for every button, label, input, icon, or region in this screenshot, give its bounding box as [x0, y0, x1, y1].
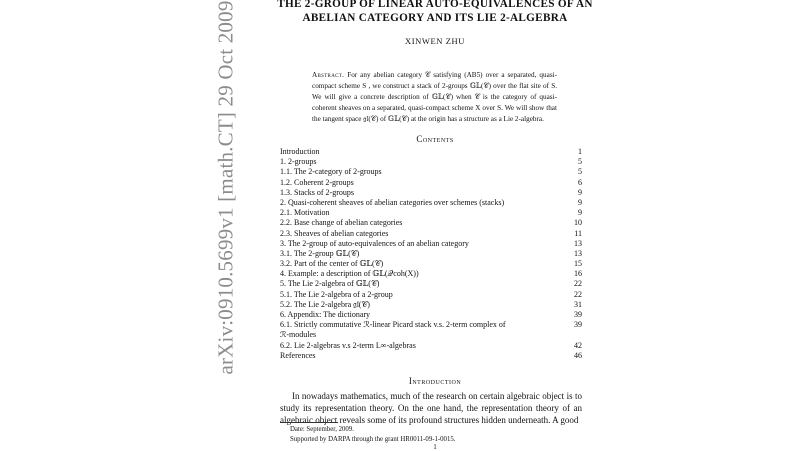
toc-entry[interactable] — [280, 290, 582, 300]
toc-entry-page: 22 — [574, 279, 582, 289]
toc-entry-page: 6 — [578, 177, 582, 187]
toc-entry[interactable] — [280, 341, 582, 351]
toc-entry-page: 10 — [574, 218, 582, 228]
toc-entry-page: 9 — [578, 208, 582, 218]
toc-entry-page: 15 — [574, 259, 582, 269]
toc-entry[interactable] — [280, 157, 582, 167]
toc-entry-label: References — [280, 350, 316, 360]
toc-entry-label: 5. The Lie 2-algebra of 𝔾𝕃(𝒞) — [280, 279, 380, 289]
toc-entry-page: 31 — [574, 299, 582, 309]
toc-entry-page: 13 — [574, 248, 582, 258]
toc-entry-page: 42 — [574, 340, 582, 350]
toc-entry[interactable] — [280, 269, 582, 279]
toc-entry-label: 5.1. The Lie 2-algebra of a 2-group — [280, 289, 393, 299]
toc-entry-label: 3.2. Part of the center of 𝔾𝕃(𝒞) — [280, 259, 384, 269]
toc-entry-page: 16 — [574, 269, 582, 279]
toc-entry[interactable] — [280, 178, 582, 188]
table-of-contents — [280, 147, 582, 361]
toc-entry-label: 3. The 2-group of auto-equivalences of an abelian category — [280, 238, 469, 248]
toc-entry[interactable] — [280, 249, 582, 259]
toc-entry[interactable] — [280, 167, 582, 177]
toc-entry[interactable] — [280, 198, 582, 208]
toc-entry-label: 4. Example: a description of 𝔾𝕃(𝒬coh(X)) — [280, 269, 419, 279]
toc-entry-page: 13 — [574, 238, 582, 248]
toc-entry-label: Introduction — [280, 147, 320, 156]
toc-entry-page: 9 — [578, 187, 582, 197]
abstract-label: Abstract. — [312, 71, 345, 79]
toc-entry-page: 9 — [578, 197, 582, 207]
toc-entry-page: 1 — [578, 147, 582, 156]
toc-entry-label: 2.2. Base change of abelian categories — [280, 218, 403, 228]
abstract — [312, 70, 557, 125]
paper-title — [270, 0, 600, 25]
toc-entry-label: 1. 2-groups — [280, 157, 317, 167]
toc-entry-page: 39 — [574, 320, 582, 330]
toc-entry[interactable] — [280, 229, 582, 239]
footnote-date: Date: September, 2009. — [290, 426, 354, 433]
toc-entry-label: 1.2. Coherent 2-groups — [280, 177, 354, 187]
toc-entry[interactable] — [280, 259, 582, 269]
footnote-rule — [280, 422, 338, 423]
toc-entry-label: 1.1. The 2-category of 2-groups — [280, 167, 382, 177]
footnotes — [290, 425, 580, 445]
toc-entry-page: 46 — [574, 350, 582, 360]
introduction-heading: Introduction — [408, 376, 462, 386]
toc-entry-page: 22 — [574, 289, 582, 299]
arxiv-identifier: arXiv:0910.5699v1 [math.CT] 29 Oct 2009 — [213, 0, 238, 375]
toc-entry[interactable] — [280, 188, 582, 198]
abstract-text: For any abelian category 𝒞 satisfying (AB5) over a separated, quasi-compact scheme S , we construct a stack of 2-groups 𝔾𝕃(𝒞) over the flat site of S. We will give a concrete description of 𝔾𝕃(𝒞) when 𝒞 is the category of quasi-coherent sheaves on a separated, quasi-compact scheme X over S. We will show that the tangent space 𝔤𝔩(𝒞) of 𝔾𝕃(𝒞) at the origin has a structure as a Lie 2-algebra. — [312, 71, 558, 123]
title-line-2: ABELIAN CATEGORY AND ITS LIE 2-ALGEBRA — [302, 12, 568, 24]
toc-entry[interactable] — [280, 208, 582, 218]
toc-entry[interactable] — [280, 351, 582, 361]
toc-entry[interactable] — [280, 239, 582, 249]
toc-entry-label: 1.3. Stacks of 2-groups — [280, 187, 354, 197]
toc-entry-label: 6.2. Lie 2-algebras v.s 2-term L∞-algebras — [280, 340, 416, 350]
toc-entry-page: 11 — [574, 228, 582, 238]
toc-entry-label: 2.1. Motivation — [280, 208, 330, 218]
toc-entry-label: 5.2. The Lie 2-algebra 𝔤𝔩(𝒞) — [280, 299, 370, 309]
toc-entry[interactable] — [280, 300, 582, 310]
footnote-support: Supported by DARPA through the grant HR0011-09-1-0015. — [290, 436, 456, 443]
contents-heading: Contents — [416, 134, 454, 144]
arxiv-side-stamp — [213, 0, 239, 375]
toc-entry[interactable] — [280, 320, 582, 340]
introduction-paragraph: In nowadays mathematics, much of the research on certain algebraic object is to study its representation theory. On the one hand, the representation theory of an algebraic object reveals some of its profound structures hidden underneath. A good — [280, 391, 582, 425]
toc-entry-label: 6. Appendix: The dictionary — [280, 310, 371, 319]
title-line-1: THE 2-GROUP OF LINEAR AUTO-EQUIVALENCES OF AN — [277, 0, 593, 10]
toc-entry-page: 5 — [578, 167, 582, 177]
toc-entry-label: 6.1. Strictly commutative ℛ-linear Picard stack v.s. 2-term complex of ℛ-modules — [280, 320, 506, 340]
page-number: 1 — [433, 443, 437, 451]
toc-entry-label: 2.3. Sheaves of abelian categories — [280, 228, 389, 238]
toc-entry-page: 5 — [578, 157, 582, 167]
toc-entry[interactable] — [280, 147, 582, 157]
toc-entry-page: 39 — [574, 310, 582, 319]
toc-entry[interactable] — [280, 310, 582, 320]
author-name: XINWEN ZHU — [404, 36, 466, 46]
toc-entry-label: 2. Quasi-coherent sheaves of abelian categories over schemes (stacks) — [280, 197, 505, 207]
toc-entry[interactable] — [280, 279, 582, 289]
toc-entry[interactable] — [280, 218, 582, 228]
toc-entry-label: 3.1. The 2-group 𝔾𝕃(𝒞) — [280, 248, 360, 258]
